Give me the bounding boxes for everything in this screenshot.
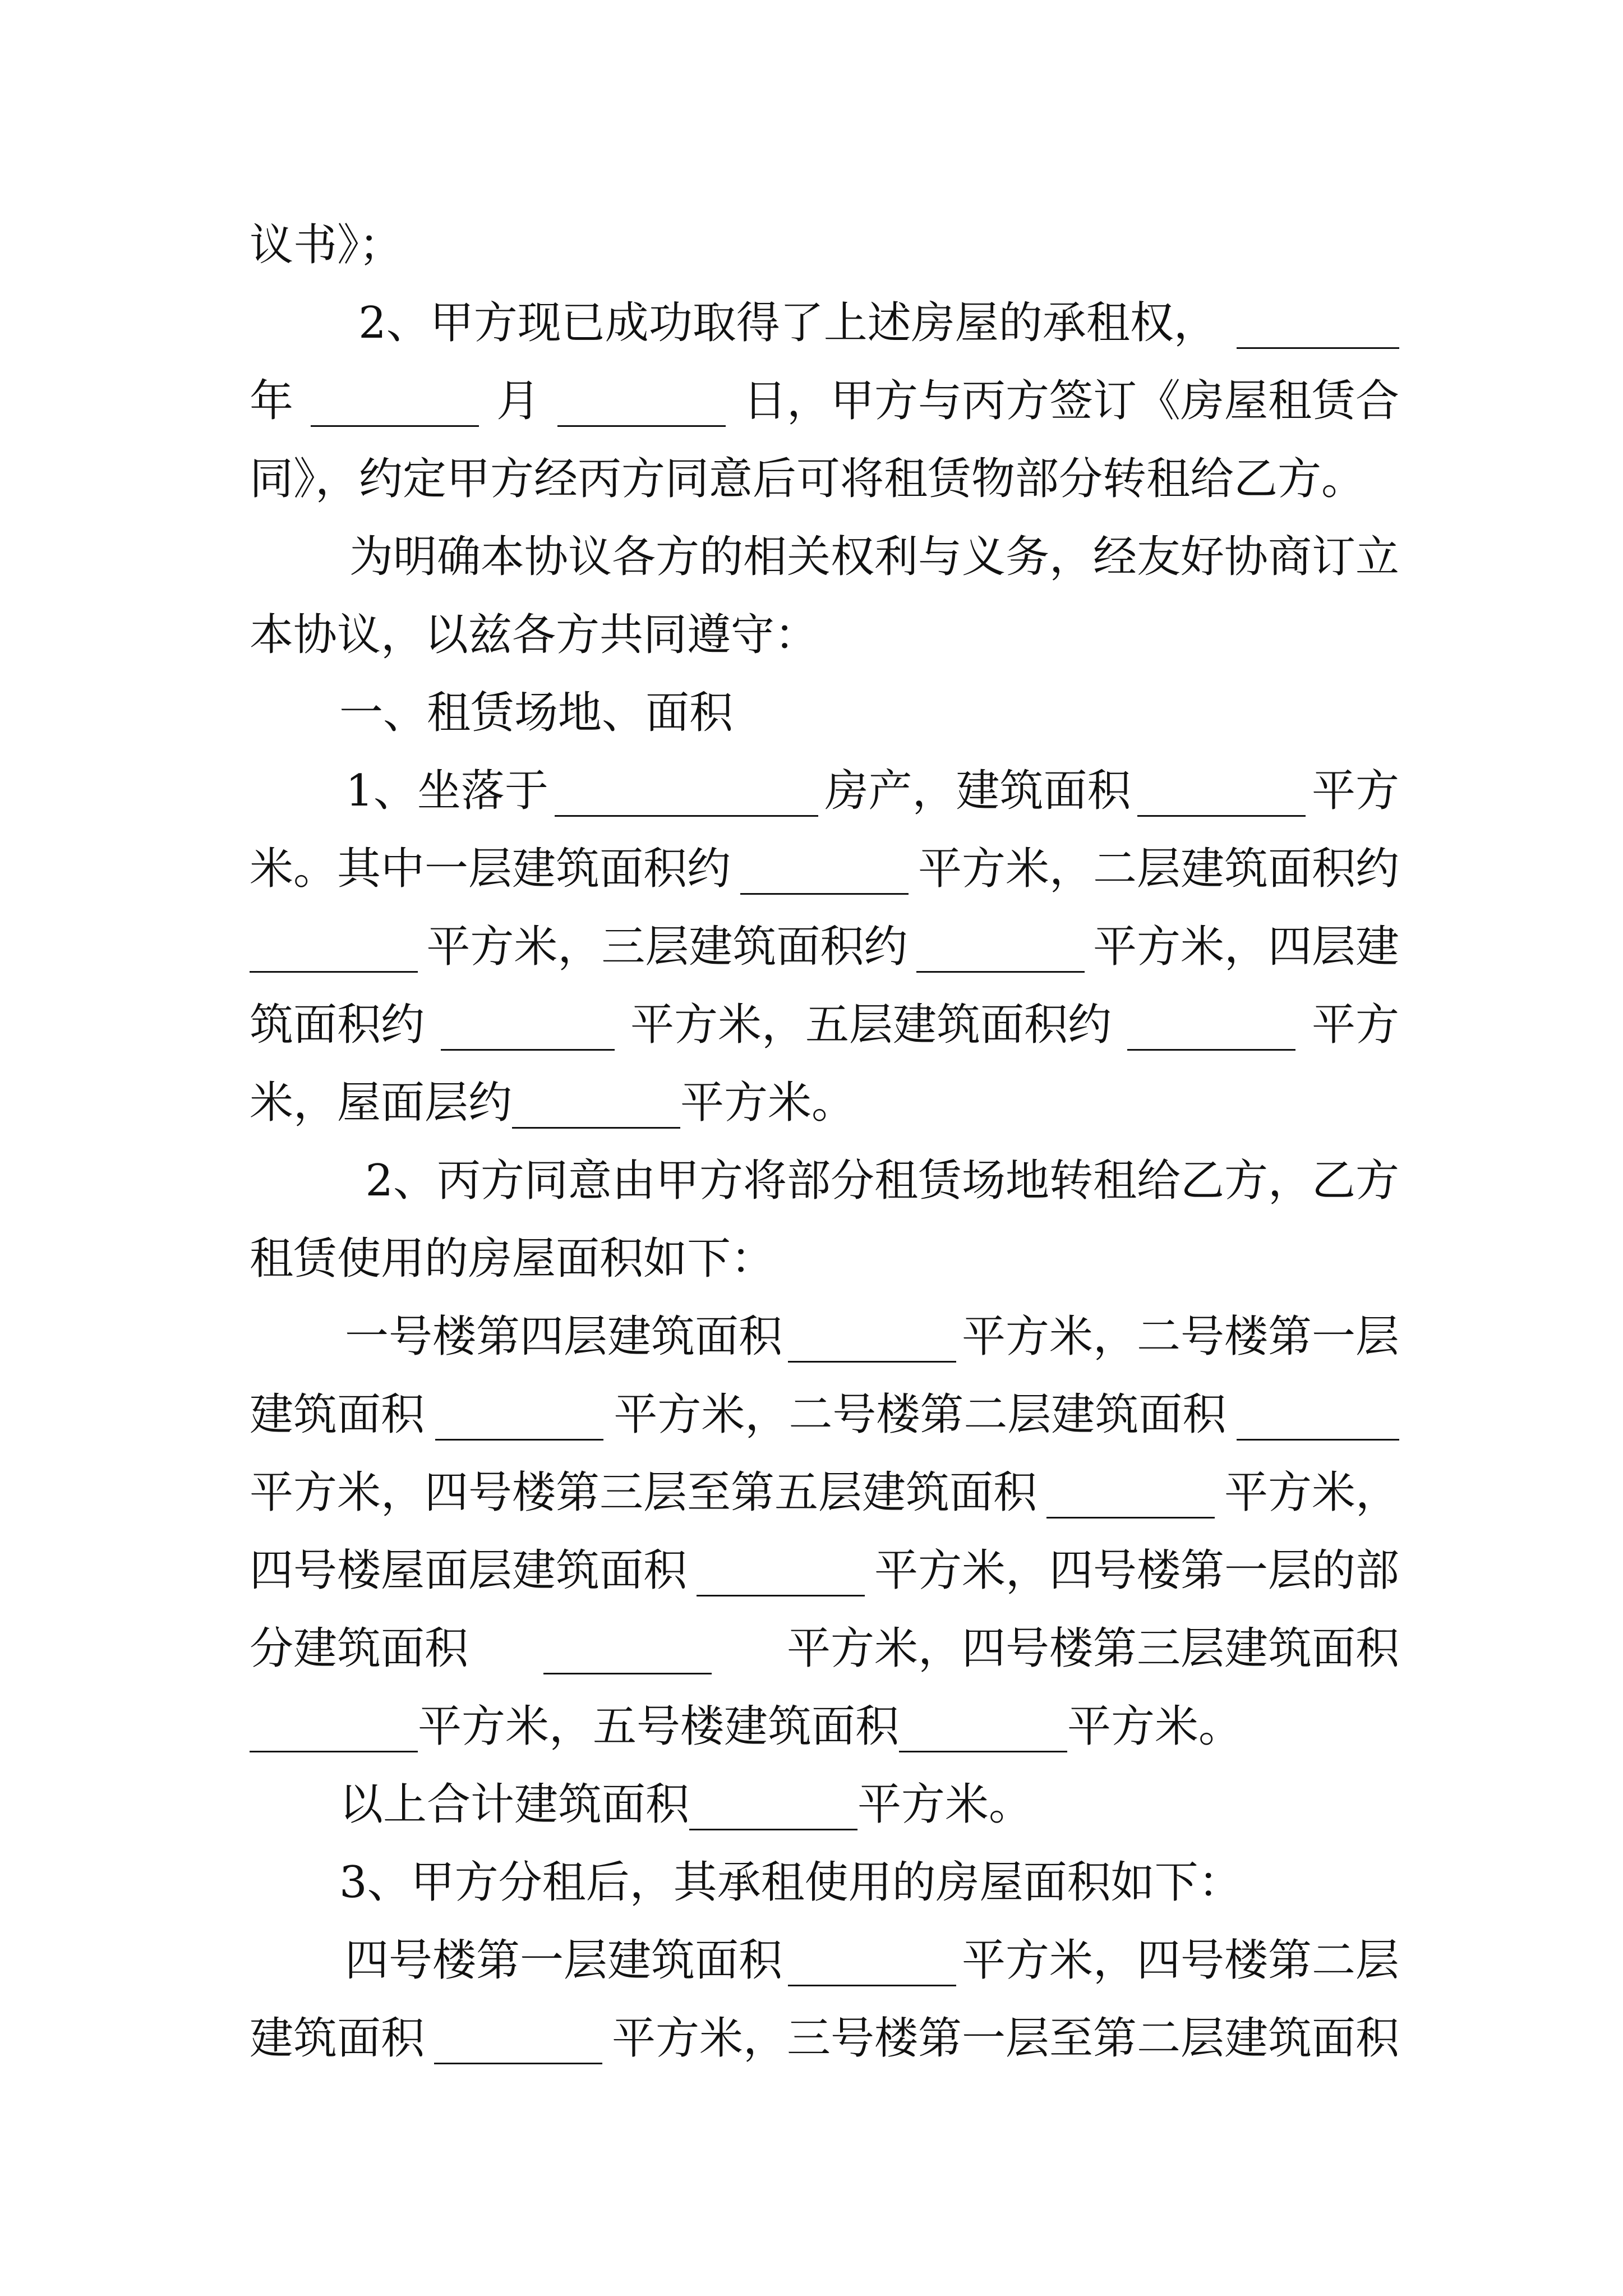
text-segment: 平方 (1311, 1000, 1399, 1050)
fill-in-blank (435, 1405, 603, 1441)
text-line (250, 1220, 1399, 1298)
fill-in-blank (512, 1093, 680, 1129)
fill-in-blank (1137, 781, 1306, 817)
text-line (250, 986, 1399, 1064)
text-segment: 筑面积约 (250, 1000, 425, 1050)
text-segment: 2、甲方现已成功取得了上述房屋的承租权， (358, 298, 1218, 348)
fill-in-blank (434, 2029, 602, 2064)
fill-in-blank (1237, 314, 1399, 349)
text-line (250, 1376, 1399, 1454)
text-segment: 平方米，二号楼第一层 (961, 1312, 1399, 1362)
text-segment: 平方米， (1224, 1467, 1399, 1518)
text-line (250, 1454, 1399, 1532)
text-segment: 平方米，五号楼建筑面积 (418, 1701, 900, 1752)
text-segment: 平方米，三层建筑面积约 (426, 922, 908, 972)
text-segment: 平方米，三号楼第一层至第二层建筑面积 (611, 2013, 1399, 2064)
text-segment: 平方米，四号楼第二层 (961, 1935, 1399, 1986)
fill-in-blank (543, 1639, 712, 1674)
text-segment: 米，屋面层约 (250, 1078, 513, 1128)
text-segment: 月 (496, 376, 540, 426)
text-segment: 为明确本协议各方的相关权利与义务，经友好协商订立 (349, 532, 1399, 582)
text-segment: 平方米，四号楼第一层的部 (874, 1545, 1399, 1596)
text-line (250, 596, 1399, 674)
text-line (250, 2000, 1399, 2078)
text-segment: 平方米，四号楼第三层至第五层建筑面积 (250, 1467, 1038, 1518)
fill-in-blank (441, 1015, 615, 1051)
text-segment: 一、租赁场地、面积 (339, 688, 734, 738)
fill-in-blank (697, 1561, 865, 1596)
text-segment: 议书》； (250, 220, 403, 270)
fill-in-blank (311, 392, 479, 427)
text-segment: 平方米，二号楼第二层建筑面积 (614, 1389, 1227, 1440)
text-line (250, 830, 1399, 908)
text-line (250, 518, 1399, 596)
text-segment: 平方米。 (680, 1078, 856, 1128)
fill-in-blank (1046, 1483, 1215, 1519)
text-line (250, 1064, 1399, 1142)
text-segment: 建筑面积 (250, 1389, 425, 1440)
text-segment: 3、甲方分租后，其承租使用的房屋面积如下： (339, 1857, 1242, 1908)
text-segment: 2、丙方同意由甲方将部分租赁场地转租给乙方，乙方 (365, 1156, 1399, 1206)
text-segment: 房产，建筑面积 (824, 766, 1131, 816)
text-segment: 平方米。 (857, 1779, 1033, 1830)
text-line (250, 1688, 1399, 1766)
fill-in-blank (788, 1327, 956, 1363)
text-segment: 年 (250, 376, 294, 426)
text-line (250, 1922, 1399, 2000)
text-line (250, 1844, 1399, 1922)
fill-in-blank (557, 392, 726, 427)
text-segment: 米。其中一层建筑面积约 (250, 844, 731, 894)
text-line (250, 1532, 1399, 1610)
text-segment: 平方米，五层建筑面积约 (630, 1000, 1112, 1050)
text-segment: 平方米，二层建筑面积约 (917, 844, 1399, 894)
text-line (250, 1298, 1399, 1376)
text-segment: 四号楼屋面层建筑面积 (250, 1545, 688, 1596)
section-heading (250, 674, 1399, 752)
fill-in-blank (1127, 1015, 1295, 1051)
fill-in-blank (1237, 1405, 1399, 1441)
text-line (250, 752, 1399, 830)
fill-in-blank (899, 1717, 1067, 1752)
text-segment: 以上合计建筑面积 (339, 1779, 690, 1830)
text-line (250, 284, 1399, 362)
text-segment: 四号楼第一层建筑面积 (344, 1935, 782, 1986)
text-segment: 同》，约定甲方经丙方同意后可将租赁物部分转租给乙方。 (250, 454, 1366, 504)
text-line (250, 206, 1399, 284)
text-segment: 平方米，四号楼第三层建筑面积 (786, 1623, 1399, 1674)
fill-in-blank (250, 1717, 418, 1752)
text-line (250, 908, 1399, 986)
fill-in-blank (916, 937, 1085, 973)
text-segment: 分建筑面积 (250, 1623, 469, 1674)
text-segment: 本协议，以兹各方共同遵守： (250, 610, 819, 660)
text-line (250, 1610, 1399, 1688)
text-line (250, 362, 1399, 440)
text-segment: 一号楼第四层建筑面积 (344, 1312, 782, 1362)
text-segment: 平方 (1311, 766, 1399, 816)
text-segment: 1、坐落于 (345, 766, 548, 816)
fill-in-blank (250, 937, 418, 973)
fill-in-blank (555, 781, 818, 817)
fill-in-blank (740, 859, 909, 895)
text-line (250, 1142, 1399, 1220)
text-segment: 平方米，四层建 (1092, 922, 1399, 972)
text-segment: 平方米。 (1067, 1701, 1243, 1752)
text-segment: 日，甲方与丙方签订《房屋租赁合 (743, 376, 1399, 426)
text-segment: 租赁使用的房屋面积如下： (250, 1234, 775, 1284)
text-segment: 建筑面积 (250, 2013, 425, 2064)
fill-in-blank (689, 1795, 857, 1830)
text-line (250, 440, 1399, 518)
document-body (250, 206, 1399, 2078)
fill-in-blank (788, 1951, 956, 1986)
text-line (250, 1766, 1399, 1844)
